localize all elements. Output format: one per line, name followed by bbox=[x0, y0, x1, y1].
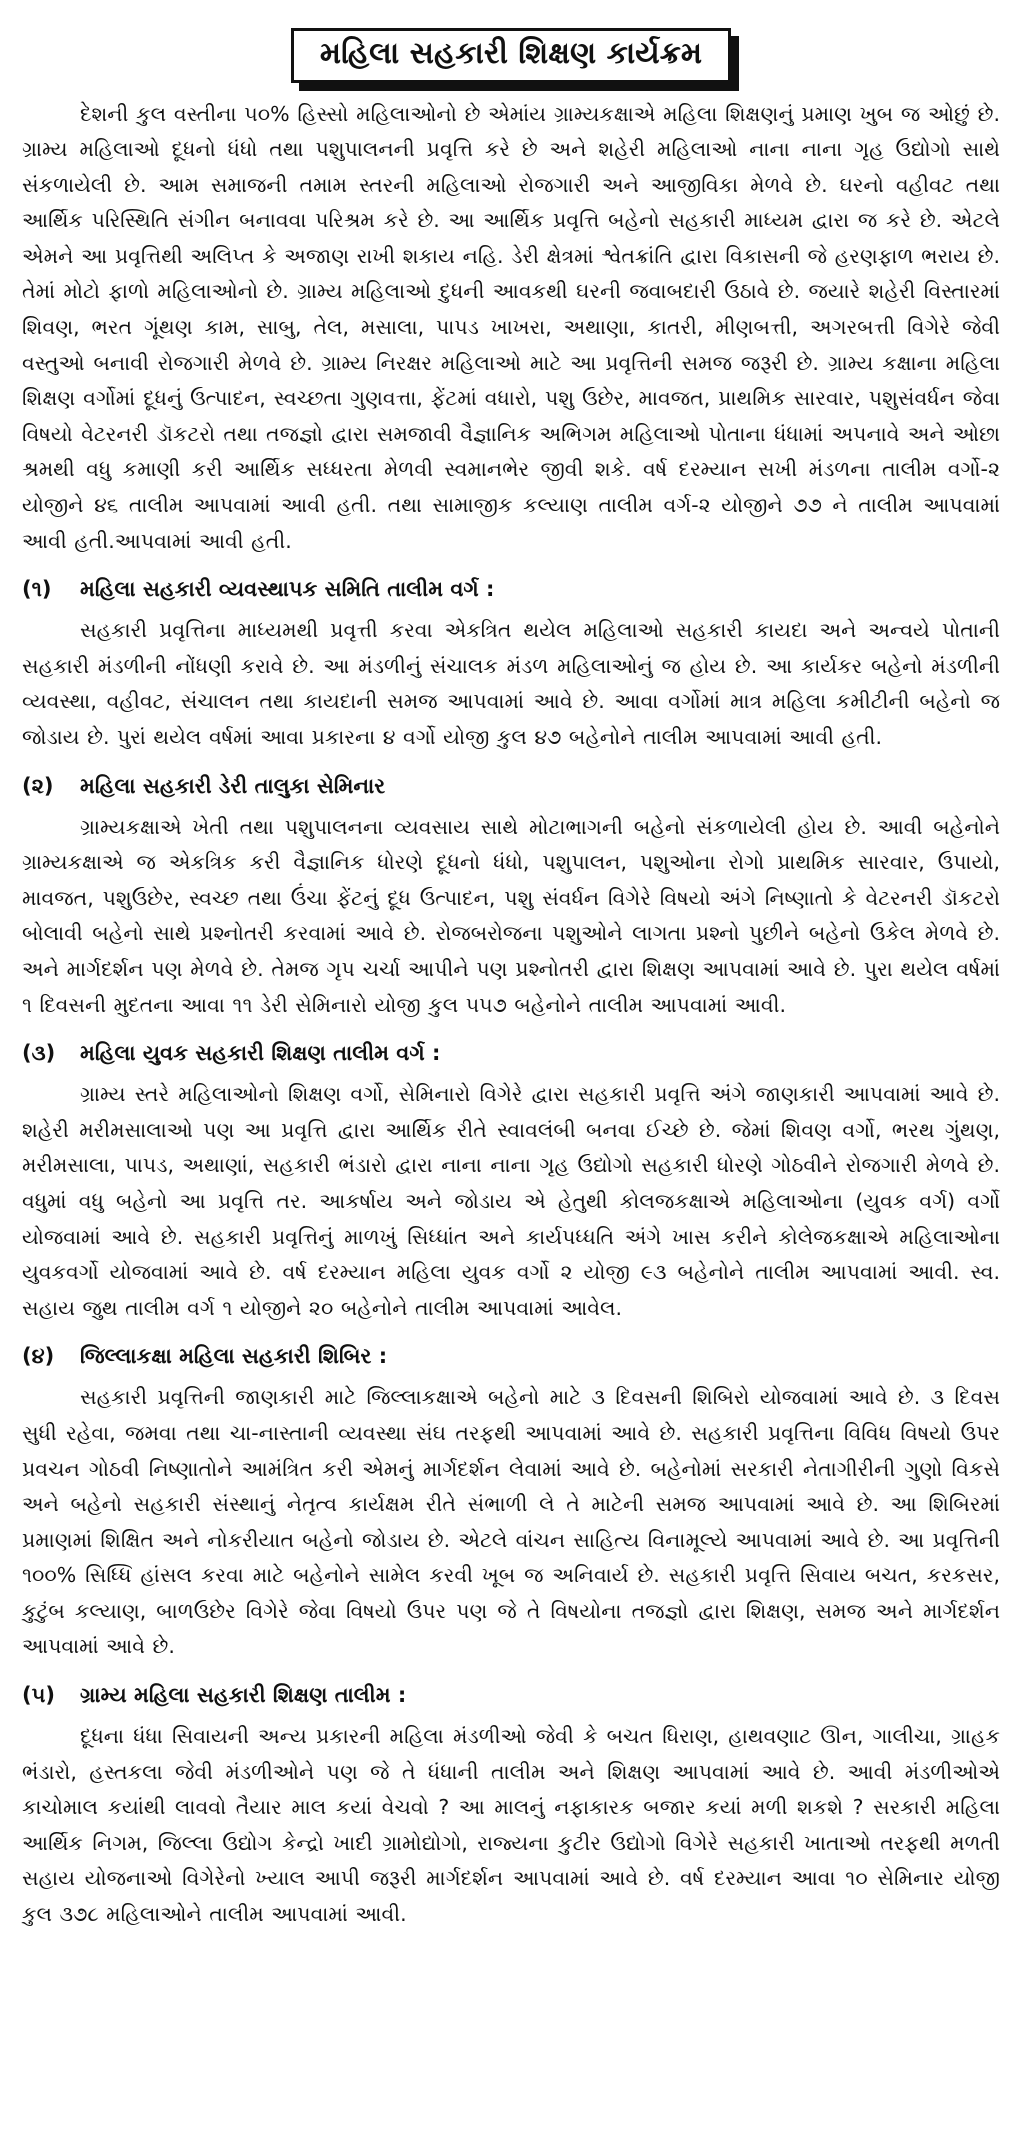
section-4-number: (૪) bbox=[22, 1344, 55, 1369]
section-4-body: સહકારી પ્રવૃત્તિની જાણકારી માટે જિલ્લાકક્ષાએ બહેનો માટે ૩ દિવસની શિબિરો યોજવામાં આવે છે. ૩ દિવસ સુધી રહેવા, જમવા તથા ચા-નાસ્તાની વ્યવસ્થા સંઘ તરફથી આપવામાં આવે છે. સહકારી પ્રવૃત્તિના વિવિધ વિષયો ઉપર પ્રવચન ગોઠવી નિષ્ણાતોને આમંત્રિત કરી એમનું માર્ગદર્શન લેવામાં આવે છે. બહેનોમાં સરકારી નેતાગીરીની ગુણો વિકસે અને બહેનો સહકારી સંસ્થાનું નેતૃત્વ કાર્યક્ષમ રીતે સંભાળી લે તે માટેની સમજ આપવામાં આવે છે. આ શિબિરમાં પ્રમાણમાં શિક્ષિત અને નોકરીયાત બહેનો જોડાય છે. એટલે વાંચન સાહિત્ય વિનામૂલ્યે આપવામાં આવે છે. આ પ્રવૃત્તિની ૧૦૦% સિધ્ધિ હાંસલ કરવા માટે બહેનોને સામેલ કરવી ખૂબ જ અનિવાર્ય છે. સહકારી પ્રવૃત્તિ સિવાય બચત, કરકસર, કુટુંબ કલ્યાણ, બાળઉછેર વિગેરે જેવા વિષયો ઉપર પણ જે તે વિષયોના તજજ્ઞો દ્વારા શિક્ષણ, સમજ અને માર્ગદર્શન આપવામાં આવે છે. bbox=[22, 1385, 1000, 1659]
section-2-heading bbox=[22, 770, 1000, 802]
section-1-number: (૧) bbox=[22, 577, 52, 602]
section-1-title: મહિલા સહકારી વ્યવસ્થાપક સમિતિ તાલીમ વર્ગ : bbox=[80, 577, 495, 602]
document-page bbox=[22, 28, 1000, 1933]
section-5-body: દૂધના ધંધા સિવાયની અન્ય પ્રકારની મહિલા મંડળીઓ જેવી કે બચત ધિરાણ, હાથવણાટ ઊન, ગાલીચા, ગ્રાહક ભંડારો, હસ્તકલા જેવી મંડળીઓને પણ જે તે ધંધાની તાલીમ અને શિક્ષણ આપવામાં આવે છે. આવી મંડળીઓએ કાચોમાલ કયાંથી લાવવો તૈયાર માલ કયાં વેચવો ? આ માલનું નફાકારક બજાર કયાં મળી શકશે ? સરકારી મહિલા આર્થિક નિગમ, જિલ્લા ઉદ્યોગ કેન્દ્રો ખાદી ગ્રામોદ્યોગો, રાજ્યના કુટીર ઉદ્યોગો વિગેરે સહકારી ખાતાઓ તરફથી મળતી સહાય યોજનાઓ વિગેરેનો ખ્યાલ આપી જરૂરી માર્ગદર્શન આપવામાં આવે છે. વર્ષ દરમ્યાન આવા ૧૦ સેમિનાર યોજી કુલ ૩૭૮ મહિલાઓને તાલીમ આપવામાં આવી. bbox=[22, 1724, 1000, 1927]
section-1-heading bbox=[22, 573, 1000, 605]
section-2-body: ગ્રામ્યકક્ષાએ ખેતી તથા પશુપાલનના વ્યવસાય સાથે મોટાભાગની બહેનો સંકળાયેલી હોય છે. આવી બહેનોને ગ્રામ્યકક્ષાએ જ એકત્રિક કરી વૈજ્ઞાનિક ધોરણે દૂધનો ધંધો, પશુપાલન, પશુઓના રોગો પ્રાથમિક સારવાર, ઉપાયો, માવજત, પશુઉછેર, સ્વચ્છ તથા ઉંચા ફેંટનું દૂધ ઉત્પાદન, પશુ સંવર્ધન વિગેરે વિષયો અંગે નિષ્ણાતો કે વેટરનરી ડૉકટરો બોલાવી બહેનો સાથે પ્રશ્નોતરી કરવામાં આવે છે. રોજબરોજના પશુઓને લાગતા પ્રશ્નો પુછીને બહેનો ઉકેલ મેળવે છે. અને માર્ગદર્શન પણ મેળવે છે. તેમજ ગૃપ ચર્ચા આપીને પણ પ્રશ્નોતરી દ્વારા શિક્ષણ આપવામાં આવે છે. પુરા થયેલ વર્ષમાં ૧ દિવસની મુદતના આવા ૧૧ ડેરી સેમિનારો યોજી કુલ ૫૫૭ બહેનોને તાલીમ આપવામાં આવી. bbox=[22, 814, 1000, 1017]
section-4-heading bbox=[22, 1340, 1000, 1372]
section-4-title: જિલ્લાકક્ષા મહિલા સહકારી શિબિર : bbox=[80, 1344, 388, 1369]
title-wrap bbox=[22, 28, 1000, 83]
section-3-number: (૩) bbox=[22, 1041, 56, 1066]
section-5-number: (૫) bbox=[22, 1683, 55, 1708]
section-3-body: ગ્રામ્ય સ્તરે મહિલાઓનો શિક્ષણ વર્ગો, સેમિનારો વિગેરે દ્વારા સહકારી પ્રવૃત્તિ અંગે જાણકારી આપવામાં આવે છે. શહેરી મરીમસાલાઓ પણ આ પ્રવૃત્તિ દ્વારા આર્થિક રીતે સ્વાવલંબી બનવા ઈચ્છે છે. જેમાં શિવણ વર્ગો, ભરથ ગુંથણ, મરીમસાલા, પાપડ, અથાણાં, સહકારી ભંડારો દ્વારા નાના નાના ગૃહ ઉદ્યોગો સહકારી ધોરણે ગોઠવીને રોજગારી મેળવે છે. વધુમાં વધુ બહેનો આ પ્રવૃત્તિ તર. આકર્ષાય અને જોડાય એ હેતુથી કોલજકક્ષાએ મહિલાઓના (યુવક વર્ગ) વર્ગો યોજવામાં આવે છે. સહકારી પ્રવૃત્તિનું માળખું સિધ્ધાંત અને કાર્યપધ્ધતિ અંગે ખાસ કરીને કોલેજકક્ષાએ મહિલાઓના યુવકવર્ગો યોજવામાં આવે છે. વર્ષ દરમ્યાન મહિલા યુવક વર્ગો ૨ યોજી ૯૩ બહેનોને તાલીમ આપવામાં આવી. સ્વ. સહાય જુથ તાલીમ વર્ગ ૧ યોજીને ૨૦ બહેનોને તાલીમ આપવામાં આવેલ. bbox=[22, 1082, 1000, 1320]
section-5-heading bbox=[22, 1679, 1000, 1711]
section-2-title: મહિલા સહકારી ડેરી તાલુકા સેમિનાર bbox=[80, 773, 386, 798]
section-5-title: ગ્રામ્ય મહિલા સહકારી શિક્ષણ તાલીમ : bbox=[80, 1683, 407, 1708]
section-1-body: સહકારી પ્રવૃત્તિના માધ્યમથી પ્રવૃત્તી કરવા એકત્રિત થયેલ મહિલાઓ સહકારી કાયદા અને અન્વયે પોતાની સહકારી મંડળીની નોંધણી કરાવે છે. આ મંડળીનું સંચાલક મંડળ મહિલાઓનું જ હોય છે. આ કાર્યકર બહેનો મંડળીની વ્યવસ્થા, વહીવટ, સંચાલન તથા કાયદાની સમજ આપવામાં આવે છે. આવા વર્ગોમાં માત્ર મહિલા કમીટીની બહેનો જ જોડાય છે. પુરાં થયેલ વર્ષમાં આવા પ્રકારના ૪ વર્ગો યોજી કુલ ૪૭ બહેનોને તાલીમ આપવામાં આવી હતી. bbox=[22, 618, 1000, 749]
intro-paragraph: દેશની કુલ વસ્તીના ૫૦% હિસ્સો મહિલાઓનો છે એમાંય ગ્રામ્યકક્ષાએ મહિલા શિક્ષણનું પ્રમાણ ખુબ જ ઓછું છે. ગ્રામ્ય મહિલાઓ દૂધનો ધંધો તથા પશુપાલનની પ્રવૃત્તિ કરે છે અને શહેરી મહિલાઓ નાના નાના ગૃહ ઉદ્યોગો સાથે સંકળાયેલી છે. આમ સમાજની તમામ સ્તરની મહિલાઓ રોજગારી અને આજીવિકા મેળવે છે. ઘરનો વહીવટ તથા આર્થિક પરિસ્થિતિ સંગીન બનાવવા પરિશ્રમ કરે છે. આ આર્થિક પ્રવૃત્તિ બહેનો સહકારી માધ્યમ દ્વારા જ કરે છે. એટલે એમને આ પ્રવૃત્તિથી અલિપ્ત કે અજાણ રાખી શકાય નહિ. ડેરી ક્ષેત્રમાં શ્વેતક્રાંતિ દ્વારા વિકાસની જે હરણફાળ ભરાય છે. તેમાં મોટો ફાળો મહિલાઓનો છે. ગ્રામ્ય મહિલાઓ દુધની આવકથી ઘરની જવાબદારી ઉઠાવે છે. જયારે શહેરી વિસ્તારમાં શિવણ, ભરત ગૂંથણ કામ, સાબુ, તેલ, મસાલા, પાપડ ખાખરા, અથાણા, કાતરી, મીણબત્તી, અગરબત્તી વિગેરે જેવી વસ્તુઓ બનાવી રોજગારી મેળવે છે. ગ્રામ્ય નિરક્ષર મહિલાઓ માટે આ પ્રવૃત્તિની સમજ જરૂરી છે. ગ્રામ્ય કક્ષાના મહિલા શિક્ષણ વર્ગોમાં દૂધનું ઉત્પાદન, સ્વચ્છતા ગુણવત્તા, ફેંટમાં વધારો, પશુ ઉછેર, માવજત, પ્રાથમિક સારવાર, પશુસંવર્ધન જેવા વિષયો વેટરનરી ડૉકટરો તથા તજજ્ઞો દ્વારા સમજાવી વૈજ્ઞાનિક અભિગમ મહિલાઓ પોતાના ધંધામાં અપનાવે અને ઓછા શ્રમથી વધુ કમાણી કરી આર્થિક સધ્ધરતા મેળવી સ્વમાનભેર જીવી શકે. વર્ષ દરમ્યાન સખી મંડળના તાલીમ વર્ગો-૨ યોજીને ૪૬ તાલીમ આપવામાં આવી હતી. તથા સામાજીક કલ્યાણ તાલીમ વર્ગ-૨ યોજીને ૭૭ ને તાલીમ આપવામાં આવી હતી.આપવામાં આવી હતી. bbox=[22, 101, 1000, 553]
section-2-number: (૨) bbox=[22, 773, 54, 798]
section-3-title: મહિલા યુવક સહકારી શિક્ષણ તાલીમ વર્ગ : bbox=[80, 1041, 441, 1066]
page-title: મહિલા સહકારી શિક્ષણ કાર્યક્રમ bbox=[291, 28, 731, 83]
section-3-heading bbox=[22, 1037, 1000, 1069]
